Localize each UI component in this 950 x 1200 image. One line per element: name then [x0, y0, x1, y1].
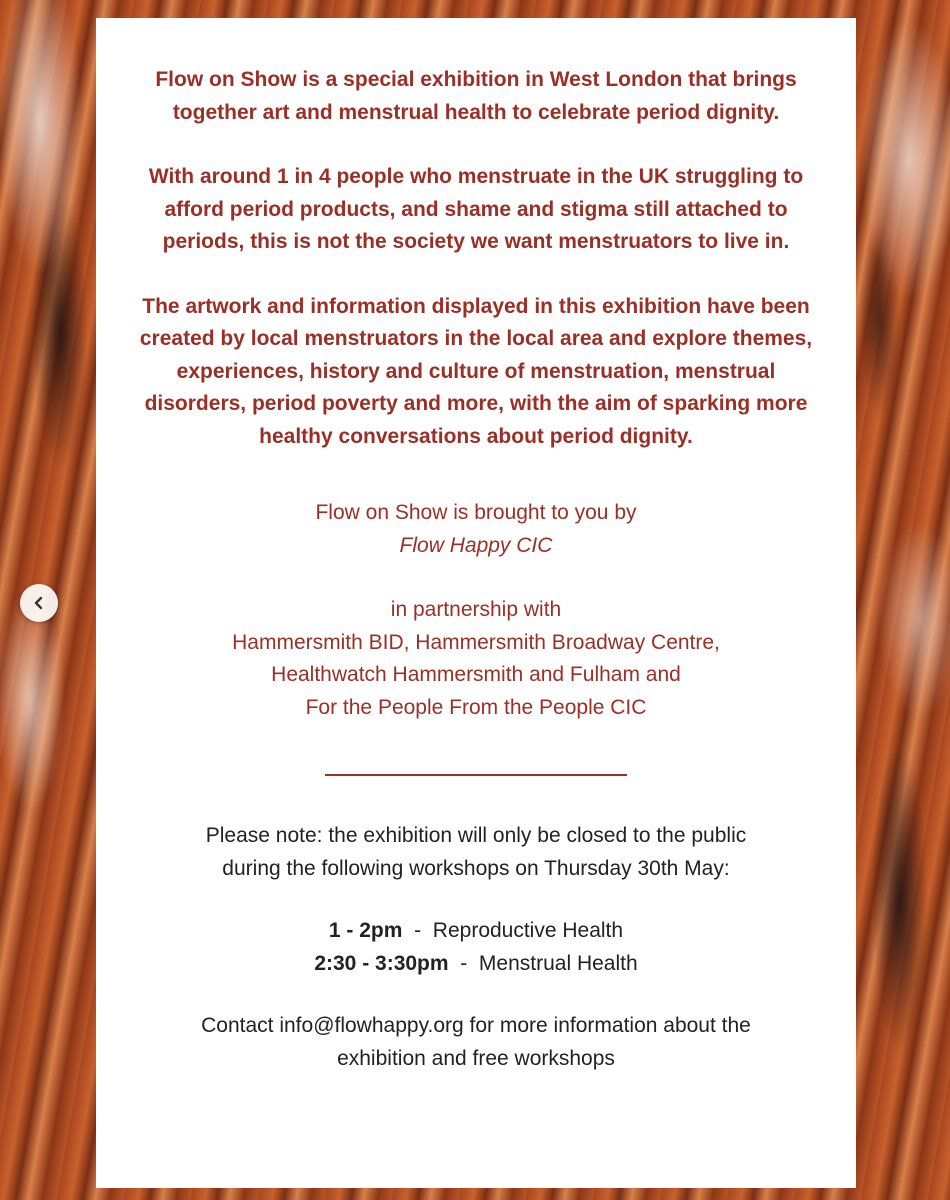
- contact-line: exhibition and free workshops: [337, 1046, 615, 1070]
- chevron-left-icon: [32, 596, 46, 610]
- partner-line: Healthwatch Hammersmith and Fulham and: [271, 663, 681, 686]
- statistic-paragraph: With around 1 in 4 people who menstruate in the UK struggling to afford period products, and shame and stigma still attached to periods, this is not the society we want menstruators to live in.: [148, 165, 804, 253]
- workshop-schedule: [136, 915, 816, 980]
- brought-by-text: Flow on Show is brought to you by: [315, 501, 637, 524]
- intro-paragraph: Flow on Show is a special exhibition in West London that brings together art and menstrual health to celebrate period dignity.: [155, 68, 797, 124]
- previous-slide-button[interactable]: [20, 584, 58, 622]
- schedule-time: 2:30 - 3:30pm: [314, 951, 449, 975]
- divider-line: [325, 774, 627, 776]
- closure-note-line: during the following workshops on Thursday 30th May:: [222, 856, 730, 880]
- closure-note-line: Please note: the exhibition will only be closed to the public: [205, 824, 747, 847]
- schedule-topic: Reproductive Health: [432, 919, 624, 942]
- partner-line: For the People From the People CIC: [305, 695, 647, 719]
- contact-line: Contact info@flowhappy.org for more information about the: [201, 1014, 751, 1037]
- schedule-row: 2:30 - 3:30pm - Menstrual Health: [314, 951, 638, 975]
- schedule-row: 1 - 2pm - Reproductive Health: [328, 919, 624, 942]
- schedule-topic: Menstrual Health: [478, 951, 638, 975]
- partner-line: Hammersmith BID, Hammersmith Broadway Centre,: [232, 630, 720, 654]
- artwork-paragraph: The artwork and information displayed in this exhibition have been created by local menstruators in the local area and explore themes, experiences, history and culture of menstruation, menstrual disorders, period poverty and more, with the aim of sparking more healthy conversations about period dignity.: [139, 294, 813, 448]
- organiser-name: Flow Happy CIC: [399, 533, 553, 557]
- schedule-time: 1 - 2pm: [328, 919, 403, 942]
- poster-card: [96, 18, 856, 1188]
- partnership-label: in partnership with: [390, 598, 562, 621]
